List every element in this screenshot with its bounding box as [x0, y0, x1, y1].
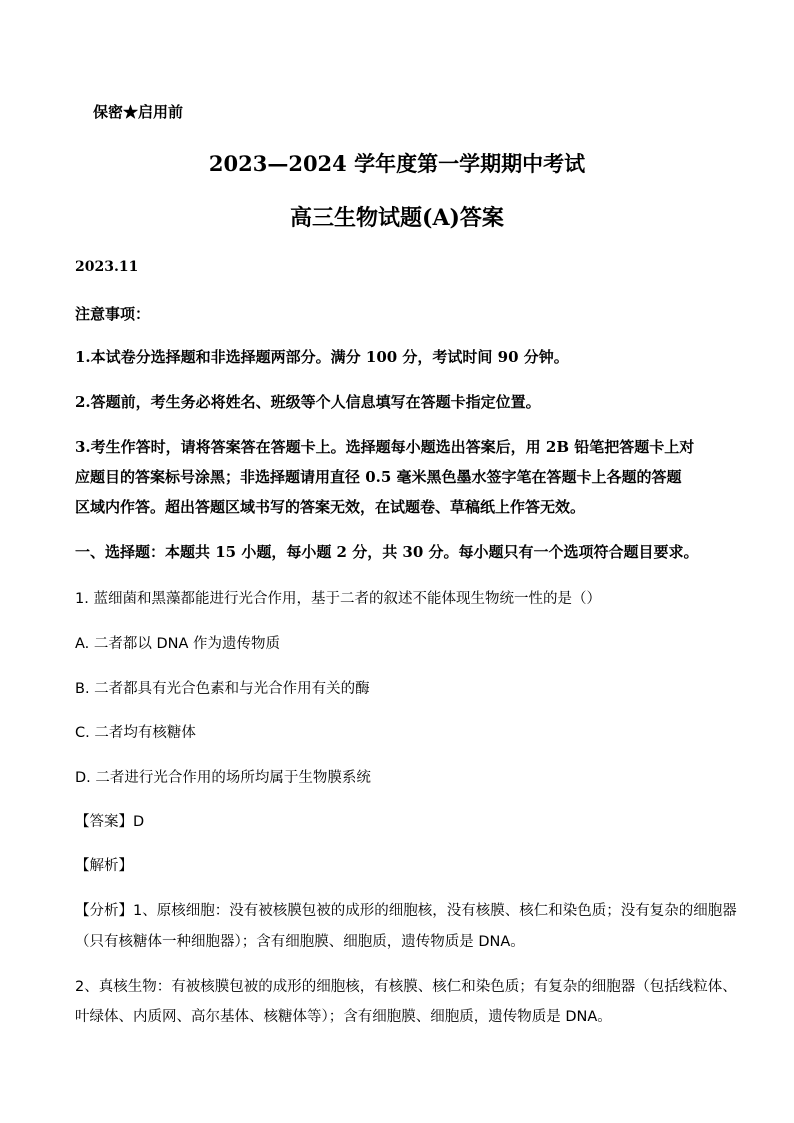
analysis-line-2: （只有核糖体一种细胞器）；含有细胞膜、细胞质，遗传物质是 DNA。 [75, 934, 525, 950]
note-item-3-line-1: 3.考生作答时，请将答案答在答题卡上。选择题每小题选出答案后，用 2B 铅笔把答题卡上对 [75, 438, 695, 456]
note-item-3-line-2: 应题目的答案标号涂黑；非选择题请用直径 0.5 毫米黑色墨水签字笔在答题卡上各题的答题 [75, 468, 682, 486]
notes-heading: 注意事项： [75, 305, 151, 323]
section-heading: 一、选择题：本题共 15 小题，每小题 2 分，共 30 分。每小题只有一个选项符合题目要求。 [75, 543, 699, 561]
question-1-option-a: A. 二者都以 DNA 作为遗传物质 [75, 636, 281, 652]
analysis-line-3: 2、真核生物：有被核膜包被的成形的细胞核，有核膜、核仁和染色质；有复杂的细胞器（包括线粒体、 [75, 979, 737, 995]
answer-label: 【答案】D [75, 814, 145, 830]
exam-date: 2023.11 [75, 259, 139, 275]
question-1-option-c: C. 二者均有核糖体 [75, 725, 196, 741]
analysis-line-1: 【分析】1、原核细胞：没有被核膜包被的成形的细胞核，没有核膜、核仁和染色质；没有复杂的细胞器 [75, 903, 737, 919]
question-1-option-d: D. 二者进行光合作用的场所均属于生物膜系统 [75, 770, 371, 786]
exam-title: 2023—2024 学年度第一学期期中考试 [208, 151, 586, 176]
analysis-line-4: 叶绿体、内质网、高尔基体、核糖体等）；含有细胞膜、细胞质，遗传物质是 DNA。 [75, 1009, 612, 1025]
exam-subtitle: 高三生物试题(A)答案 [290, 205, 504, 231]
secret-mark: 保密★启用前 [93, 103, 184, 121]
note-item-1: 1.本试卷分选择题和非选择题两部分。满分 100 分，考试时间 90 分钟。 [75, 348, 569, 366]
question-1-stem: 1. 蓝细菌和黑藻都能进行光合作用，基于二者的叙述不能体现生物统一性的是（） [75, 591, 601, 607]
note-item-2: 2.答题前，考生务必将姓名、班级等个人信息填写在答题卡指定位置。 [75, 393, 541, 411]
note-item-3-line-3: 区域内作答。超出答题区域书写的答案无效，在试题卷、草稿纸上作答无效。 [75, 498, 586, 516]
explanation-label: 【解析】 [75, 858, 133, 874]
question-1-option-b: B. 二者都具有光合色素和与光合作用有关的酶 [75, 681, 370, 697]
